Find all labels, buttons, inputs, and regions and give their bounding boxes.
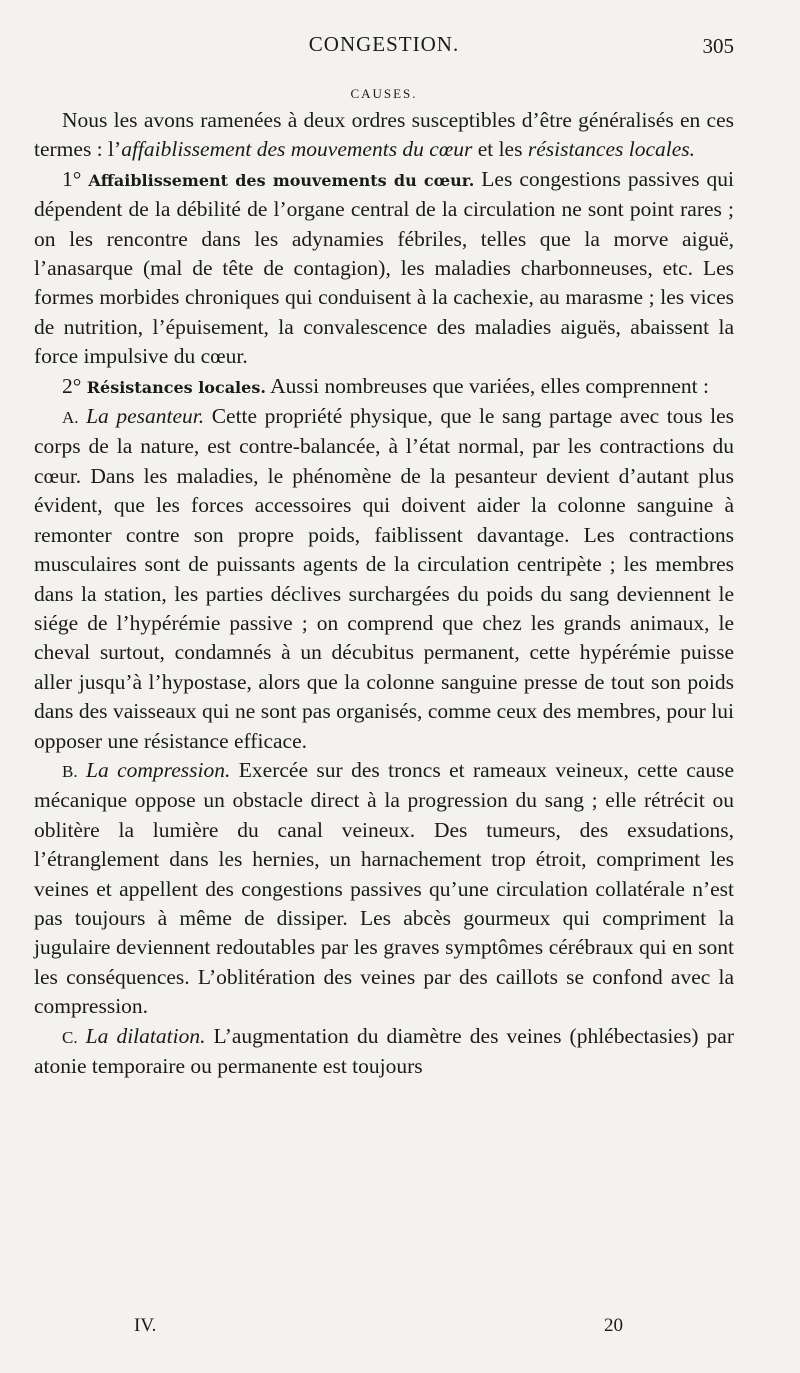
subitem-letter-b: B. (62, 761, 78, 781)
subitem-text-a: Cette propriété physique, que le sang partage avec tous les corps de la nature, est contre-balancée, à l’état normal, par les contractions du cœur. Dans les maladies, le phénomène de la pesanteur devient d’autant plus évident, que les forces accessoires qui doivent aider la colonne sanguine à remonter contre son propre poids, faiblissent davantage. Les contractions musculaires sont de puissants agents de la circulation centripète ; les membres dans la station, les parties déclives surchargées du poids du sang deviennent le siége de l’hypérémie passive ; on comprend que chez les grands animaux, le cheval surtout, condamnés à un décubitus permanent, cette hypérémie puisse aller jusqu’à l’hypostase, alors que la colonne sanguine presse de tout son poids dans des vaisseaux qui ne sont pas organisés, comme ceux des membres, pour lui opposer une résistance efficace. (34, 404, 734, 753)
item-number-2: 2° (62, 373, 82, 398)
subitem-letter-a: A. (62, 408, 79, 428)
item-text-2: Aussi nombreuses que variées, elles comprennent : (270, 373, 709, 398)
subitem-heading-c: La dilatation. (85, 1023, 206, 1048)
book-page (34, 28, 734, 1358)
item-number-1: 1° (62, 166, 82, 191)
page-body (34, 106, 734, 1081)
paragraph-pesanteur (34, 402, 734, 756)
section-title: CAUSES. (350, 86, 418, 101)
item-heading-1: Affaiblissement des mouvements du cœur. (88, 170, 475, 190)
subitem-text-b: Exercée sur des troncs et rameaux veineux, cette cause mécanique oppose un obstacle direct à la progression du sang ; elle rétrécit ou oblitère la lumière du canal veineux. Des tumeurs, des exsudations, l’étranglement dans les hernies, un harnachement trop étroit, compriment les veines et appellent des congestions passives qu’une circulation collatérale n’est pas toujours à même de dissiper. Les abcès gourmeux qui compriment la jugulaire deviennent redoutables par les graves symptômes cérébraux qui en sont les conséquences. L’oblitération des veines par des caillots se confond avec la compression. (34, 757, 734, 1019)
item-heading-2: Résistances locales. (86, 377, 266, 397)
running-title: CONGESTION. (308, 32, 460, 56)
item-text-1: Les congestions passives qui dépendent de la débilité de l’organe central de la circulation ne sont point rares ; on les rencontre dans les adynamies fébriles, telles que la morve aiguë, l’anasarque (mal de tête de contagion), les maladies charbonneuses, etc. Les formes morbides chroniques qui conduisent à la cachexie, au marasme ; les vices de nutrition, l’épuisement, la convalescence des maladies aiguës, abaissent la force impulsive du cœur. (34, 166, 735, 369)
signature-mark: IV. (134, 1315, 157, 1336)
intro-joiner: et les (472, 137, 528, 162)
intro-article: l’ (108, 137, 122, 162)
paragraph-dilatation (34, 1022, 734, 1082)
running-header (34, 28, 734, 64)
paragraph-compression (34, 756, 734, 1022)
paragraph-affaiblissement (34, 165, 734, 372)
subitem-heading-b: La compression. (86, 757, 231, 782)
paragraph-intro (34, 106, 734, 165)
page-footer (34, 1315, 734, 1345)
subitem-heading-a: La pesanteur. (86, 404, 205, 429)
intro-text: Nous les avons ramenées à deux ordres susceptibles d’être généralisés en ces termes : (34, 108, 734, 162)
paragraph-resistances (34, 372, 734, 402)
intro-term-resistances: résistances locales. (527, 137, 696, 162)
page-number: 305 (702, 34, 734, 58)
intro-term-affaiblissement: affaiblissement des mouvements du cœur (121, 137, 473, 162)
subitem-text-c: L’augmentation du diamètre des veines (phlébectasies) par atonie temporaire ou permanente est toujours (34, 1023, 735, 1078)
subitem-letter-c: C. (62, 1027, 78, 1047)
gathering-number: 20 (604, 1315, 623, 1336)
